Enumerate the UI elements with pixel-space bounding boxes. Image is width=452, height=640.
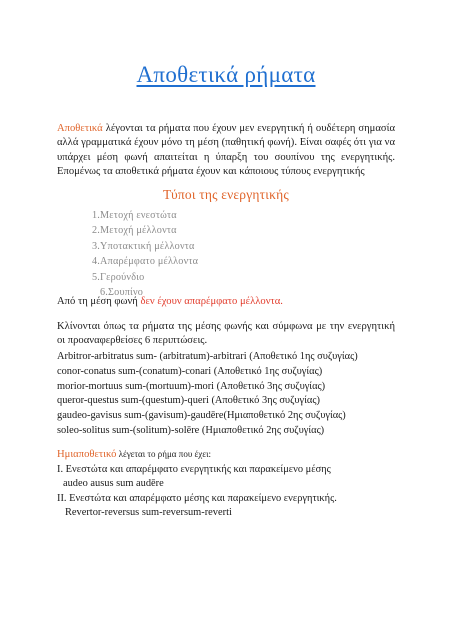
semi-text: λέγεται το ρήμα που έχει:: [116, 449, 212, 459]
list-item: 6.Σουπίνο: [100, 287, 144, 299]
list-item: 4.Απαρέμφατο μέλλοντα: [92, 256, 199, 268]
verb-example: soleo-solitus sum-(solitum)-solēre (Ημιαποθετικό 2ης συζυγίας): [57, 424, 325, 436]
intro-paragraph: [57, 122, 395, 180]
semi-term: Ημιαποθετικό: [57, 449, 117, 460]
types-heading: Τύποι της ενεργητικής: [163, 187, 289, 202]
intro-text: λέγονται τα ρήματα που έχουν μεν ενεργητική ή ουδέτερη σημασία αλλά γραμματικά έχουν μόνο τη μέση (παθητική φωνή). Είναι σαφές ότι για να υπάρχει μέση φωνή απαιτείται η ύπαρξη του σουπίνου της ενεργητικής. Επομένως τα αποθετικά ρήματα έχουν και κάποιους τύπους ενεργητικής: [57, 123, 395, 178]
verb-example: gaudeo-gavisus sum-(gavisum)-gaudēre(Ημιαποθετικό 2ης συζυγίας): [57, 410, 346, 422]
verb-example: Arbitror-arbitratus sum- (arbitratum)-arbitrari (Αποθετικό 1ης συζυγίας): [57, 351, 358, 362]
list-item: 5.Γερούνδιο: [92, 271, 145, 283]
semi-deponent-section: [57, 447, 402, 521]
semi-definition: [57, 447, 402, 463]
no-infinitive-line: [57, 295, 397, 309]
verb-example: morior-mortuus sum-(mortuum)-mori (Αποθετικό 3ης συζυγίας): [57, 380, 326, 392]
no-infinitive-prefix: Από τη μέση φωνή: [57, 296, 141, 307]
page-title: Αποθετικά ρήματα: [136, 62, 316, 87]
semi-case-1: Ι. Ενεστώτα και απαρέμφατο ενεργητικής και παρακείμενο μέσης: [57, 463, 331, 475]
verb-examples: [57, 350, 402, 439]
types-list: [92, 208, 342, 300]
semi-case-2: ΙΙ. Ενεστώτα και απαρέμφατο μέσης και παρακείμενο ενεργητικής.: [57, 492, 337, 504]
intro-term: Αποθετικά: [57, 123, 103, 134]
verb-example: queror-questus sum-(questum)-queri (Αποθετικό 3ης συζυγίας): [57, 395, 320, 407]
list-item: 3.Υποτακτική μέλλοντα: [92, 240, 195, 252]
verb-example: conor-conatus sum-(conatum)-conari (Αποθετικό 1ης συζυγίας): [57, 365, 323, 377]
conjugation-paragraph: Κλίνονται όπως τα ρήματα της μέσης φωνής και σύμφωνα με την ενεργητική οι προαναφερθείσες 6 περιπτώσεις.: [57, 321, 395, 347]
semi-example-1: audeo ausus sum audēre: [63, 478, 164, 490]
list-item: 1.Μετοχή ενεστώτα: [92, 210, 177, 221]
list-item: 2.Μετοχή μέλλοντα: [92, 225, 177, 237]
semi-example-2: Revertor-reversus sum-reversum-reverti: [65, 507, 232, 519]
no-infinitive-highlight: δεν έχουν απαρέμφατο μέλλοντα.: [140, 296, 283, 307]
